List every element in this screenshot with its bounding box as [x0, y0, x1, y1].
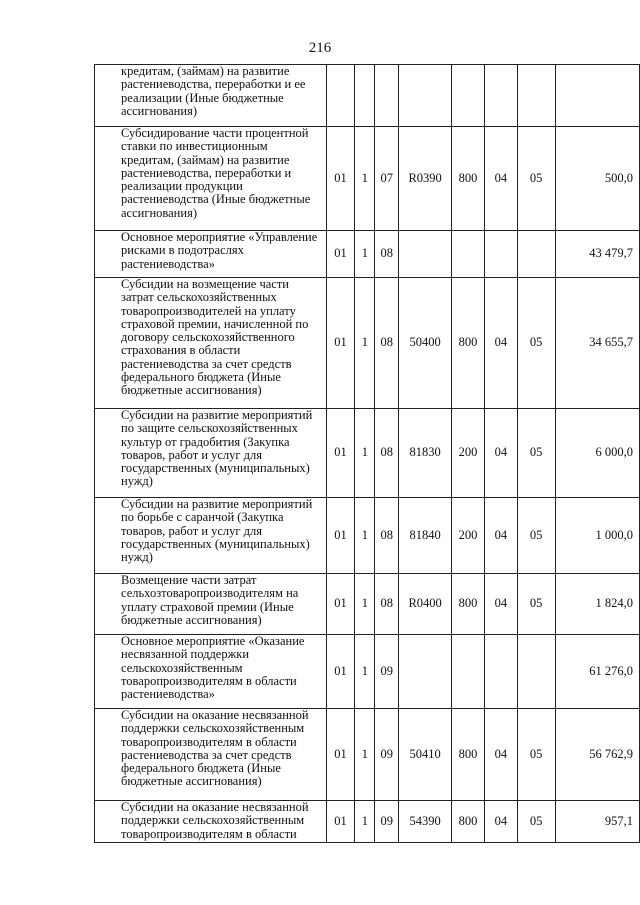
row-amount-cell: [555, 65, 640, 127]
row-code-cell: 800: [452, 574, 485, 635]
row-name-cell: Субсидии на развитие мероприятий по борьбе с саранчой (Закупка товаров, работ и услуг для государственных (муниципальных) нужд): [95, 498, 327, 574]
row-amount-cell: 56 762,9: [555, 709, 640, 801]
table-row: [95, 65, 640, 127]
row-code-cell: 01: [326, 278, 355, 409]
row-code-cell: 04: [484, 278, 517, 409]
row-code-cell: [399, 635, 452, 709]
table-row: [95, 498, 640, 574]
row-code-cell: 800: [452, 801, 485, 843]
row-code-cell: [326, 65, 355, 127]
row-code-cell: 05: [517, 801, 555, 843]
table-row: [95, 127, 640, 231]
row-code-cell: 1: [355, 409, 375, 498]
row-code-cell: 09: [375, 801, 399, 843]
row-code-cell: 01: [326, 498, 355, 574]
row-code-cell: 1: [355, 231, 375, 278]
row-code-cell: 1: [355, 127, 375, 231]
row-amount-cell: 957,1: [555, 801, 640, 843]
row-amount-cell: 43 479,7: [555, 231, 640, 278]
row-code-cell: 01: [326, 574, 355, 635]
row-code-cell: [484, 65, 517, 127]
table-row: [95, 278, 640, 409]
row-code-cell: 200: [452, 498, 485, 574]
row-amount-cell: 500,0: [555, 127, 640, 231]
row-code-cell: 05: [517, 709, 555, 801]
row-code-cell: 200: [452, 409, 485, 498]
row-code-cell: 01: [326, 127, 355, 231]
row-code-cell: 07: [375, 127, 399, 231]
table-row: [95, 635, 640, 709]
row-code-cell: 05: [517, 409, 555, 498]
row-code-cell: 08: [375, 574, 399, 635]
row-code-cell: 09: [375, 635, 399, 709]
row-code-cell: 09: [375, 709, 399, 801]
row-amount-cell: 1 000,0: [555, 498, 640, 574]
row-name-cell: Субсидии на возмещение части затрат сельскохозяйственных товаропроизводителей на уплату страховой премии, начисленной по договору сельскохозяйственного страхования в области растениеводства за счет средств федерального бюджета (Иные бюджетные ассигнования): [95, 278, 327, 409]
row-code-cell: 50410: [399, 709, 452, 801]
row-code-cell: [452, 231, 485, 278]
row-code-cell: 05: [517, 574, 555, 635]
row-name-cell: Субсидии на оказание несвязанной поддержки сельскохозяйственным товаропроизводителям в области растениеводства за счет средств федерального бюджета (Иные бюджетные ассигнования): [95, 709, 327, 801]
row-name-cell: кредитам, (займам) на развитие растениеводства, переработки и ее реализации (Иные бюджетные ассигнования): [95, 65, 327, 127]
row-code-cell: [484, 231, 517, 278]
row-code-cell: 08: [375, 231, 399, 278]
table-row: [95, 709, 640, 801]
row-name-cell: Основное мероприятие «Оказание несвязанной поддержки сельскохозяйственным товаропроизводителям в области растениеводства»: [95, 635, 327, 709]
table-row: [95, 801, 640, 843]
row-code-cell: 81840: [399, 498, 452, 574]
row-code-cell: 01: [326, 709, 355, 801]
row-amount-cell: 6 000,0: [555, 409, 640, 498]
row-code-cell: [484, 635, 517, 709]
row-code-cell: 04: [484, 498, 517, 574]
budget-table: [94, 64, 640, 843]
row-code-cell: [517, 635, 555, 709]
row-name-cell: Субсидирование части процентной ставки по инвестиционным кредитам, (займам) на развитие растениеводства, переработки и реализации продукции растениеводства (Иные бюджетные ассигнования): [95, 127, 327, 231]
row-amount-cell: 34 655,7: [555, 278, 640, 409]
row-code-cell: 08: [375, 409, 399, 498]
row-code-cell: 04: [484, 574, 517, 635]
row-code-cell: 04: [484, 709, 517, 801]
row-code-cell: 04: [484, 409, 517, 498]
row-code-cell: 08: [375, 498, 399, 574]
row-code-cell: 01: [326, 635, 355, 709]
row-code-cell: 01: [326, 801, 355, 843]
row-code-cell: 1: [355, 278, 375, 409]
row-code-cell: [452, 635, 485, 709]
row-code-cell: 05: [517, 498, 555, 574]
row-code-cell: 800: [452, 709, 485, 801]
row-code-cell: R0400: [399, 574, 452, 635]
table-row: [95, 231, 640, 278]
row-name-cell: Возмещение части затрат сельхозтоваропроизводителям на уплату страховой премии (Иные бюджетные ассигнования): [95, 574, 327, 635]
row-code-cell: 800: [452, 127, 485, 231]
row-code-cell: 1: [355, 498, 375, 574]
row-code-cell: 1: [355, 801, 375, 843]
row-code-cell: 05: [517, 127, 555, 231]
row-name-cell: Основное мероприятие «Управление рисками в подотраслях растениеводства»: [95, 231, 327, 278]
row-code-cell: 1: [355, 635, 375, 709]
row-code-cell: [375, 65, 399, 127]
row-code-cell: 01: [326, 231, 355, 278]
row-code-cell: 08: [375, 278, 399, 409]
page-number: 216: [308, 40, 332, 56]
row-code-cell: 04: [484, 801, 517, 843]
row-amount-cell: 61 276,0: [555, 635, 640, 709]
table-row: [95, 409, 640, 498]
row-code-cell: 1: [355, 574, 375, 635]
row-code-cell: 01: [326, 409, 355, 498]
row-code-cell: 54390: [399, 801, 452, 843]
row-name-cell: Субсидии на развитие мероприятий по защите сельскохозяйственных культур от градобития (Закупка товаров, работ и услуг для государственных (муниципальных) нужд): [95, 409, 327, 498]
row-code-cell: 81830: [399, 409, 452, 498]
row-code-cell: [399, 231, 452, 278]
row-code-cell: 1: [355, 709, 375, 801]
row-code-cell: [517, 231, 555, 278]
row-code-cell: [517, 65, 555, 127]
row-code-cell: 50400: [399, 278, 452, 409]
row-code-cell: R0390: [399, 127, 452, 231]
row-code-cell: [452, 65, 485, 127]
row-code-cell: 800: [452, 278, 485, 409]
row-code-cell: [355, 65, 375, 127]
row-amount-cell: 1 824,0: [555, 574, 640, 635]
row-name-cell: Субсидии на оказание несвязанной поддержки сельскохозяйственным товаропроизводителям в области: [95, 801, 327, 843]
table-row: [95, 574, 640, 635]
row-code-cell: 05: [517, 278, 555, 409]
row-code-cell: 04: [484, 127, 517, 231]
row-code-cell: [399, 65, 452, 127]
